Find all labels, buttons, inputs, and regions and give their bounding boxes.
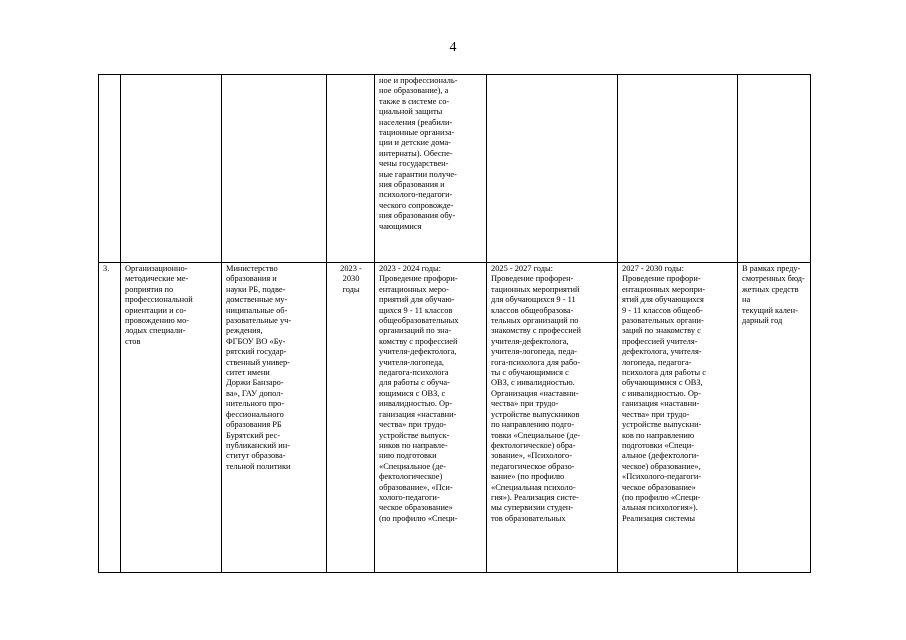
cell-stage-1 (375, 75, 487, 263)
period-text: 2023 - 2030 годы (340, 264, 362, 294)
cell-stage-1 (375, 263, 487, 573)
continued-result-text: ное и профессиональ- ное образование), а также в системе со- циальной защиты населения (реабили- тационные организа- ции и детские дома- интернаты). Обеспе- чены государствен- ные гарантии получе- ния образования и психолого-педагоги- ческого сопровожде- ния образования обу- чающимися (379, 76, 458, 231)
cell-funding (738, 263, 811, 573)
cell-stage-2 (487, 263, 618, 573)
cell-activity (121, 263, 222, 573)
cell-executors (222, 75, 327, 263)
cell-stage-3 (618, 263, 738, 573)
funding-text: В рамках преду- смотренных бюд- жетных средств на текущий кален- дарный год (742, 264, 805, 326)
page-number: 4 (449, 40, 457, 55)
cell-period (327, 263, 375, 573)
cell-activity (121, 75, 222, 263)
stage-2027-2030-text: 2027 - 2030 годы: Проведение профори- ентационных меропри- ятий для обучающихся 9 - 11 классов общеоб- разовательных органи- заций по знакомству с профессией учителя- дефектолога, учителя- логопеда, педагога- психолога для работы с обучающимися с ОВЗ, с инвалидностью. Ор- ганизация «наставни- чества» при трудо- устройстве выпускни- ков по направлению подготовки «Специ- альное (дефектологи- ческое) образование», «Психолого-педагоги- ческое образование» (по профилю «Специ- альная психология»). Реализация системы (622, 264, 706, 523)
table-row-continued (99, 75, 811, 263)
cell-funding (738, 75, 811, 263)
row-number: 3. (103, 264, 110, 273)
stage-2025-2027-text: 2025 - 2027 годы: Проведение профорен- тационных мероприятий для обучающихся 9 - 11 классов общеобразова- тельных организаций по знакомству с профессией учителя-дефектолога, учителя-логопеда, педа- гога-психолога для рабо- ты с обучающимися с ОВЗ, с инвалидностью. Организация «наставни- чества» при трудо- устройстве выпускников по направлению подго- товки «Специальное (де- фектологическое) обра- зование», «Психолого- педагогическое образо- вание» (по профилю «Специальная психоло- гия»). Реализация систе- мы супервизии студен- тов образовательных (491, 264, 581, 523)
activity-text: Организационно- методические ме- роприятия по профессиональной ориентации и со- провождению мо- лодых специали- стов (125, 264, 193, 346)
cell-period (327, 75, 375, 263)
table-row-3 (99, 263, 811, 573)
cell-stage-2 (487, 75, 618, 263)
cell-executors (222, 263, 327, 573)
stage-2023-2024-text: 2023 - 2024 годы: Проведение профори- ентационных меро- приятий для обучаю- щихся 9 - 11 классов общеобразовательных организаций по зна- комству с профессией учителя-дефектолога, учителя-логопеда, педагога-психолога для работы с обуча- ющимися с ОВЗ, с инвалидностью. Ор- ганизация «наставни- чества» при трудо- устройстве выпуск- ников по направле- нию подготовки «Специальное (де- фектологическое) образование», «Пси- холого-педагоги- ческое образование» (по профилю «Специ- (379, 264, 459, 523)
program-table (98, 74, 811, 573)
cell-number (99, 263, 121, 573)
executors-text: Министерство образования и науки РБ, подве- домственные му- ниципальные об- разовательные уч- реждения, ФГБОУ ВО «Бу- рятский государ- ственный универ- ситет имени Доржи Банзаро- ва», ГАУ допол- нительного про- фессионального образования РБ Бурятский рес- публиканский ин- ститут образова- тельной политики (226, 264, 292, 471)
cell-stage-3 (618, 75, 738, 263)
cell-number (99, 75, 121, 263)
